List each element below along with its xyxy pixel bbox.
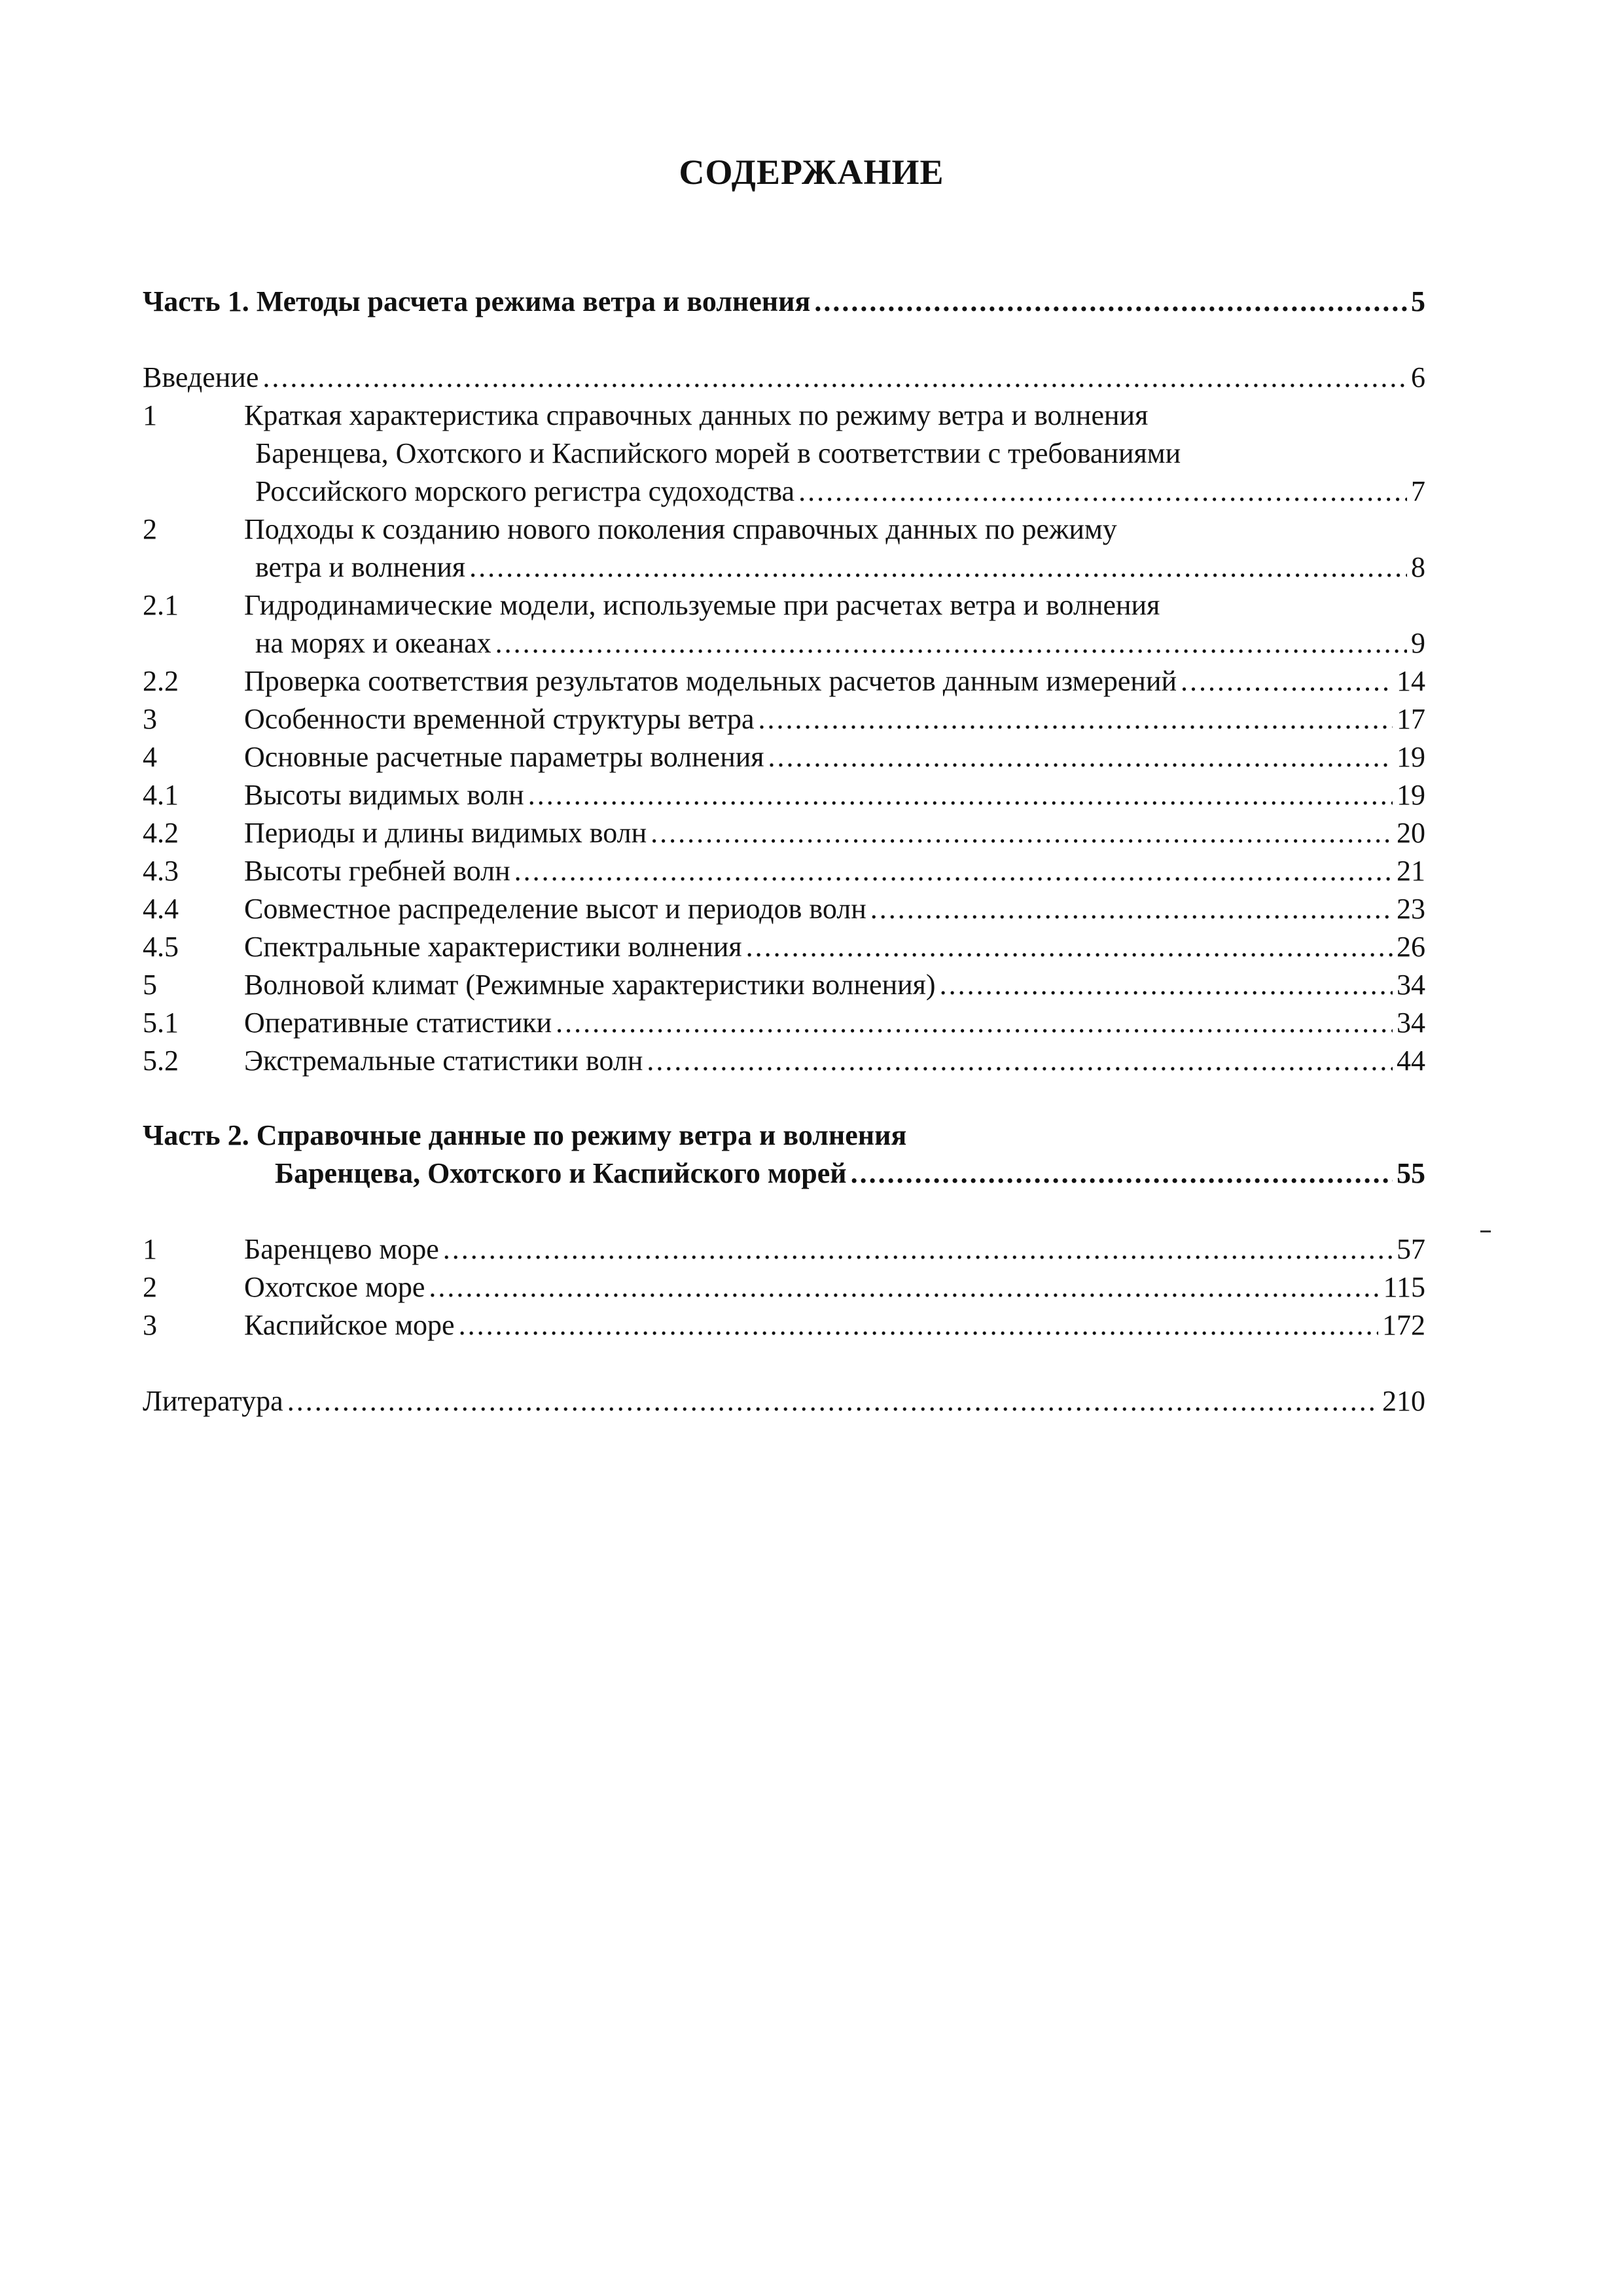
toc-entry-page: 115 xyxy=(1383,1271,1425,1303)
toc-part1-label: Часть 1. Методы расчета режима ветра и волнения xyxy=(143,285,811,317)
toc-entry-2-1-last[interactable] xyxy=(255,624,1425,662)
toc-entry-4-5[interactable] xyxy=(143,928,1425,966)
toc-sea-1[interactable] xyxy=(143,1230,1425,1268)
toc-entry-text: на морях и океанах xyxy=(255,627,491,659)
toc-entry-5-1[interactable] xyxy=(143,1004,1425,1042)
toc-entry-text: Спектральные характеристики волнения xyxy=(244,931,742,963)
leader-dots xyxy=(262,359,1407,397)
leader-dots xyxy=(758,700,1393,738)
leader-dots xyxy=(1181,662,1393,700)
leader-dots xyxy=(429,1268,1379,1306)
toc-part2-label: Баренцева, Охотского и Каспийского морей xyxy=(275,1157,847,1189)
toc-entry-page: 26 xyxy=(1397,931,1425,963)
toc-entry-number: 4.1 xyxy=(143,779,179,811)
toc-intro[interactable] xyxy=(143,359,1425,397)
toc-part2-label: Часть 2. Справочные данные по режиму ветра и волнения xyxy=(143,1119,907,1151)
leader-dots xyxy=(287,1382,1378,1420)
toc-entry-page: 7 xyxy=(1411,475,1425,507)
toc-entry-number: 3 xyxy=(143,1309,157,1341)
toc-part1-page: 5 xyxy=(1411,285,1425,317)
leader-dots xyxy=(851,1155,1393,1193)
leader-dots xyxy=(443,1230,1393,1268)
toc-entry-5-2[interactable] xyxy=(143,1042,1425,1080)
toc-entry-page: 19 xyxy=(1397,779,1425,811)
toc-title: СОДЕРЖАНИЕ xyxy=(679,152,944,192)
toc-entry-number: 5.2 xyxy=(143,1045,179,1077)
toc-entry-number: 5.1 xyxy=(143,1007,179,1039)
toc-entry-text: Краткая характеристика справочных данных по режиму ветра и волнения xyxy=(244,399,1149,431)
toc-entry-text: Совместное распределение высот и периодов волн xyxy=(244,893,866,925)
toc-entry-page: 23 xyxy=(1397,893,1425,925)
leader-dots xyxy=(651,814,1393,852)
toc-part2-last[interactable] xyxy=(275,1155,1425,1193)
toc-entry-number: 3 xyxy=(143,703,157,735)
toc-entry-number: 2 xyxy=(143,513,157,545)
toc-literature-label: Литература xyxy=(143,1385,283,1417)
toc-entry-4-4[interactable] xyxy=(143,890,1425,928)
leader-dots xyxy=(768,738,1393,776)
leader-dots xyxy=(870,890,1393,928)
toc-entry-number: 1 xyxy=(143,1233,157,1265)
toc-entry-page: 14 xyxy=(1397,665,1425,697)
toc-entry-page: 8 xyxy=(1411,551,1425,583)
leader-dots xyxy=(528,776,1393,814)
toc-entry-text: Основные расчетные параметры волнения xyxy=(244,741,764,773)
toc-entry-4-3[interactable] xyxy=(143,852,1425,890)
toc-entry-5[interactable] xyxy=(143,966,1425,1004)
toc-entry-number: 4.4 xyxy=(143,893,179,925)
toc-entry-text: Особенности временной структуры ветра xyxy=(244,703,755,735)
toc-entry-text: Охотское море xyxy=(244,1271,425,1303)
toc-entry-text: Высоты гребней волн xyxy=(244,855,510,887)
toc-literature-page: 210 xyxy=(1382,1385,1425,1417)
toc-entry-number: 4 xyxy=(143,741,157,773)
toc-entry-text: ветра и волнения xyxy=(255,551,466,583)
toc-entry-text: Проверка соответствия результатов модельных расчетов данным измерений xyxy=(244,665,1177,697)
toc-part2[interactable] xyxy=(143,1117,1425,1155)
toc-entry-number: 4.3 xyxy=(143,855,179,887)
toc-entry-text: Высоты видимых волн xyxy=(244,779,524,811)
toc-entry-4-1[interactable] xyxy=(143,776,1425,814)
toc-entry-2-last[interactable] xyxy=(255,548,1425,586)
toc-entry-1-last[interactable] xyxy=(255,473,1425,511)
toc-entry-text: Периоды и длины видимых волн xyxy=(244,817,647,849)
toc-intro-label: Введение xyxy=(143,361,259,393)
toc-entry-number: 1 xyxy=(143,399,157,431)
toc-sea-3[interactable] xyxy=(143,1306,1425,1344)
toc-entry-page: 17 xyxy=(1397,703,1425,735)
toc-entry-page: 34 xyxy=(1397,1007,1425,1039)
toc-part1[interactable] xyxy=(143,283,1425,321)
toc-entry-page: 57 xyxy=(1397,1233,1425,1265)
toc-entry-text: Каспийское море xyxy=(244,1309,455,1341)
toc-entry-page: 172 xyxy=(1382,1309,1425,1341)
toc-entry-text: Гидродинамические модели, используемые при расчетах ветра и волнения xyxy=(244,589,1160,621)
toc-entry-number: 4.5 xyxy=(143,931,179,963)
toc-entry-text: Волновой климат (Режимные характеристики волнения) xyxy=(244,969,936,1001)
leader-dots xyxy=(459,1306,1378,1344)
toc-entry-page: 34 xyxy=(1397,969,1425,1001)
scan-mark xyxy=(1480,1230,1491,1232)
toc-entry-page: 44 xyxy=(1397,1045,1425,1077)
toc-entry-1[interactable] xyxy=(143,397,1425,435)
toc-entry-page: 20 xyxy=(1397,817,1425,849)
leader-dots xyxy=(940,966,1393,1004)
toc-entry-number: 4.2 xyxy=(143,817,179,849)
toc-entry-page: 21 xyxy=(1397,855,1425,887)
toc-intro-page: 6 xyxy=(1411,361,1425,393)
leader-dots xyxy=(746,928,1393,966)
toc-entry-page: 19 xyxy=(1397,741,1425,773)
toc-sea-2[interactable] xyxy=(143,1268,1425,1306)
toc-entry-3[interactable] xyxy=(143,700,1425,738)
toc-entry-page: 9 xyxy=(1411,627,1425,659)
toc-entry-4-2[interactable] xyxy=(143,814,1425,852)
toc-entry-text: Российского морского регистра судоходства xyxy=(255,475,795,507)
toc-entry-text: Оперативные статистики xyxy=(244,1007,552,1039)
toc-entry-continuation: Баренцева, Охотского и Каспийского морей в соответствии с требованиями xyxy=(255,437,1181,469)
toc-entry-2-1[interactable] xyxy=(143,586,1425,624)
toc-entry-number: 2.2 xyxy=(143,665,179,697)
toc-entry-text: Экстремальные статистики волн xyxy=(244,1045,643,1077)
toc-literature[interactable] xyxy=(143,1382,1425,1420)
leader-dots xyxy=(495,624,1407,662)
toc-entry-text: Подходы к созданию нового поколения справочных данных по режиму xyxy=(244,513,1117,545)
leader-dots xyxy=(469,548,1407,586)
toc-entry-2-2[interactable] xyxy=(143,662,1425,700)
leader-dots xyxy=(647,1042,1393,1080)
toc-entry-number: 5 xyxy=(143,969,157,1001)
toc-entry-text: Баренцево море xyxy=(244,1233,439,1265)
toc-entry-number: 2.1 xyxy=(143,589,179,621)
leader-dots xyxy=(798,473,1407,511)
leader-dots xyxy=(556,1004,1393,1042)
toc-entry-4[interactable] xyxy=(143,738,1425,776)
toc-entry-number: 2 xyxy=(143,1271,157,1303)
toc-part2-page: 55 xyxy=(1397,1157,1425,1189)
leader-dots xyxy=(514,852,1393,890)
leader-dots xyxy=(814,283,1407,321)
toc-entry-2[interactable] xyxy=(143,511,1425,548)
